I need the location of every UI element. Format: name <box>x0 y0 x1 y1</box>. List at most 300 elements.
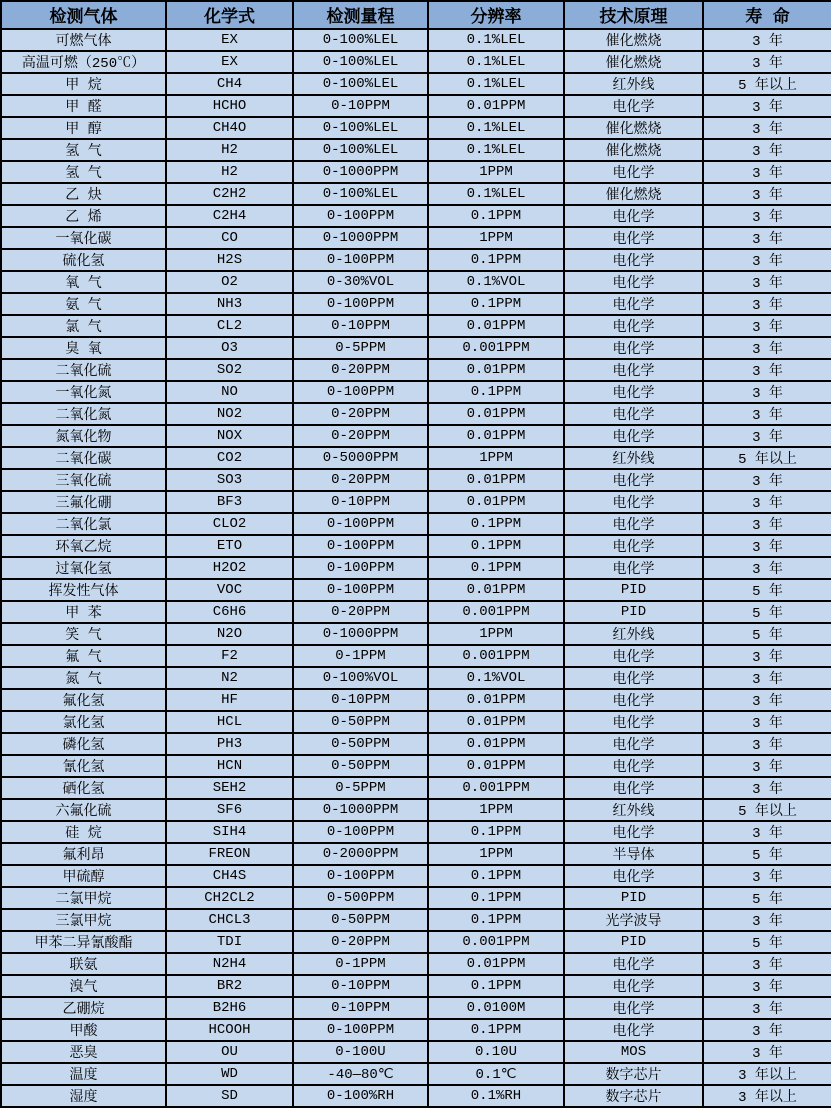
cell-resolution: 1PPM <box>428 843 564 865</box>
cell-range: 0-100PPM <box>293 535 428 557</box>
table-row <box>1 139 831 161</box>
cell-formula: SO2 <box>166 359 293 381</box>
table-row <box>1 117 831 139</box>
cell-formula: CH4S <box>166 865 293 887</box>
cell-range: 0-10PPM <box>293 95 428 117</box>
cell-range: 0-1000PPM <box>293 227 428 249</box>
cell-lifespan: 3 年 <box>703 733 831 755</box>
cell-range: 0-100PPM <box>293 1019 428 1041</box>
cell-lifespan: 3 年以上 <box>703 1063 831 1085</box>
cell-range: 0-100PPM <box>293 557 428 579</box>
cell-resolution: 0.1%RH <box>428 1085 564 1107</box>
cell-formula: H2 <box>166 161 293 183</box>
cell-principle: 红外线 <box>564 799 703 821</box>
cell-formula: H2 <box>166 139 293 161</box>
cell-principle: 电化学 <box>564 359 703 381</box>
cell-lifespan: 5 年 <box>703 601 831 623</box>
table-row <box>1 733 831 755</box>
cell-formula: C6H6 <box>166 601 293 623</box>
cell-range: 0-20PPM <box>293 601 428 623</box>
cell-gas: 三氟化硼 <box>1 491 166 513</box>
cell-gas: 可燃气体 <box>1 29 166 51</box>
cell-gas: 恶臭 <box>1 1041 166 1063</box>
cell-principle: 数字芯片 <box>564 1085 703 1107</box>
cell-resolution: 0.01PPM <box>428 315 564 337</box>
cell-resolution: 0.1%LEL <box>428 139 564 161</box>
cell-lifespan: 3 年 <box>703 953 831 975</box>
cell-range: 0-50PPM <box>293 711 428 733</box>
table-row <box>1 755 831 777</box>
cell-lifespan: 3 年 <box>703 1041 831 1063</box>
cell-range: 0-50PPM <box>293 755 428 777</box>
cell-principle: 电化学 <box>564 95 703 117</box>
cell-gas: 氢 气 <box>1 139 166 161</box>
table-row <box>1 1063 831 1085</box>
table-row <box>1 711 831 733</box>
cell-range: 0-100%VOL <box>293 667 428 689</box>
cell-principle: 催化燃烧 <box>564 139 703 161</box>
cell-gas: 氯化氢 <box>1 711 166 733</box>
cell-resolution: 0.1PPM <box>428 293 564 315</box>
cell-range: 0-1000PPM <box>293 161 428 183</box>
cell-lifespan: 5 年 <box>703 623 831 645</box>
cell-principle: 电化学 <box>564 865 703 887</box>
cell-range: 0-1000PPM <box>293 623 428 645</box>
cell-resolution: 0.1%LEL <box>428 117 564 139</box>
cell-gas: 氟化氢 <box>1 689 166 711</box>
table-row <box>1 777 831 799</box>
cell-principle: 催化燃烧 <box>564 51 703 73</box>
table-row <box>1 29 831 51</box>
cell-resolution: 0.1%LEL <box>428 51 564 73</box>
table-row <box>1 469 831 491</box>
cell-formula: TDI <box>166 931 293 953</box>
cell-range: 0-20PPM <box>293 931 428 953</box>
cell-range: 0-10PPM <box>293 997 428 1019</box>
cell-lifespan: 3 年 <box>703 227 831 249</box>
cell-resolution: 0.1PPM <box>428 865 564 887</box>
table-row <box>1 975 831 997</box>
cell-resolution: 0.001PPM <box>428 931 564 953</box>
cell-lifespan: 3 年 <box>703 95 831 117</box>
cell-principle: 电化学 <box>564 425 703 447</box>
cell-principle: 红外线 <box>564 623 703 645</box>
cell-principle: 电化学 <box>564 821 703 843</box>
cell-gas: 氮氧化物 <box>1 425 166 447</box>
table-row <box>1 1041 831 1063</box>
cell-range: -40—80℃ <box>293 1063 428 1085</box>
cell-range: 0-1PPM <box>293 953 428 975</box>
table-row <box>1 645 831 667</box>
cell-resolution: 0.1PPM <box>428 557 564 579</box>
cell-range: 0-100%LEL <box>293 73 428 95</box>
cell-formula: SIH4 <box>166 821 293 843</box>
table-row <box>1 337 831 359</box>
cell-lifespan: 3 年 <box>703 865 831 887</box>
cell-gas: 磷化氢 <box>1 733 166 755</box>
cell-gas: 温度 <box>1 1063 166 1085</box>
cell-principle: 电化学 <box>564 733 703 755</box>
cell-formula: HCN <box>166 755 293 777</box>
cell-gas: 环氧乙烷 <box>1 535 166 557</box>
cell-principle: 电化学 <box>564 1019 703 1041</box>
table-body <box>1 29 831 1107</box>
cell-gas: 甲硫醇 <box>1 865 166 887</box>
cell-principle: 电化学 <box>564 535 703 557</box>
cell-gas: 臭 氧 <box>1 337 166 359</box>
cell-principle: 电化学 <box>564 777 703 799</box>
cell-formula: ETO <box>166 535 293 557</box>
cell-principle: 电化学 <box>564 711 703 733</box>
cell-resolution: 0.01PPM <box>428 469 564 491</box>
cell-gas: 过氧化氢 <box>1 557 166 579</box>
cell-range: 0-50PPM <box>293 909 428 931</box>
cell-principle: 红外线 <box>564 447 703 469</box>
cell-gas: 湿度 <box>1 1085 166 1107</box>
cell-formula: NO <box>166 381 293 403</box>
cell-resolution: 0.1PPM <box>428 205 564 227</box>
cell-range: 0-5PPM <box>293 777 428 799</box>
cell-lifespan: 3 年 <box>703 337 831 359</box>
cell-formula: N2O <box>166 623 293 645</box>
cell-gas: 六氟化硫 <box>1 799 166 821</box>
cell-lifespan: 5 年 <box>703 579 831 601</box>
cell-principle: 电化学 <box>564 491 703 513</box>
cell-principle: 电化学 <box>564 667 703 689</box>
cell-lifespan: 3 年 <box>703 491 831 513</box>
table-row <box>1 51 831 73</box>
cell-principle: 电化学 <box>564 689 703 711</box>
cell-principle: 催化燃烧 <box>564 117 703 139</box>
cell-lifespan: 3 年以上 <box>703 1085 831 1107</box>
cell-lifespan: 3 年 <box>703 161 831 183</box>
cell-principle: 电化学 <box>564 227 703 249</box>
table-row <box>1 579 831 601</box>
cell-principle: PID <box>564 601 703 623</box>
cell-principle: 电化学 <box>564 293 703 315</box>
cell-resolution: 0.1PPM <box>428 513 564 535</box>
cell-formula: HCOOH <box>166 1019 293 1041</box>
cell-lifespan: 3 年 <box>703 667 831 689</box>
cell-formula: CLO2 <box>166 513 293 535</box>
cell-formula: CH2CL2 <box>166 887 293 909</box>
cell-resolution: 0.01PPM <box>428 425 564 447</box>
cell-gas: 三氯甲烷 <box>1 909 166 931</box>
cell-formula: VOC <box>166 579 293 601</box>
cell-lifespan: 3 年 <box>703 997 831 1019</box>
cell-principle: 催化燃烧 <box>564 29 703 51</box>
cell-lifespan: 3 年 <box>703 381 831 403</box>
table-row <box>1 95 831 117</box>
cell-resolution: 0.1%LEL <box>428 183 564 205</box>
cell-gas: 联氨 <box>1 953 166 975</box>
table-row <box>1 227 831 249</box>
table-row <box>1 205 831 227</box>
cell-formula: BR2 <box>166 975 293 997</box>
cell-lifespan: 3 年 <box>703 777 831 799</box>
cell-gas: 硒化氢 <box>1 777 166 799</box>
cell-lifespan: 3 年 <box>703 557 831 579</box>
cell-lifespan: 3 年 <box>703 293 831 315</box>
table-row <box>1 843 831 865</box>
cell-principle: 催化燃烧 <box>564 183 703 205</box>
cell-resolution: 0.01PPM <box>428 403 564 425</box>
cell-lifespan: 3 年 <box>703 183 831 205</box>
cell-formula: SEH2 <box>166 777 293 799</box>
cell-lifespan: 5 年以上 <box>703 73 831 95</box>
cell-lifespan: 3 年 <box>703 315 831 337</box>
table-row <box>1 1085 831 1107</box>
cell-gas: 甲 醇 <box>1 117 166 139</box>
cell-principle: 电化学 <box>564 403 703 425</box>
cell-gas: 挥发性气体 <box>1 579 166 601</box>
cell-resolution: 0.01PPM <box>428 953 564 975</box>
cell-formula: HCHO <box>166 95 293 117</box>
table-row <box>1 821 831 843</box>
column-header-range: 检测量程 <box>293 1 428 29</box>
cell-range: 0-100PPM <box>293 821 428 843</box>
cell-resolution: 1PPM <box>428 227 564 249</box>
cell-lifespan: 3 年 <box>703 711 831 733</box>
cell-principle: 电化学 <box>564 249 703 271</box>
cell-formula: HCL <box>166 711 293 733</box>
cell-principle: 电化学 <box>564 645 703 667</box>
cell-formula: NH3 <box>166 293 293 315</box>
table-row <box>1 315 831 337</box>
cell-range: 0-100%LEL <box>293 183 428 205</box>
cell-formula: CL2 <box>166 315 293 337</box>
cell-resolution: 0.001PPM <box>428 645 564 667</box>
cell-formula: O2 <box>166 271 293 293</box>
table-row <box>1 425 831 447</box>
cell-principle: PID <box>564 931 703 953</box>
cell-formula: CO <box>166 227 293 249</box>
table-row <box>1 161 831 183</box>
cell-lifespan: 3 年 <box>703 975 831 997</box>
table-row <box>1 887 831 909</box>
table-row <box>1 1019 831 1041</box>
cell-gas: 氧 气 <box>1 271 166 293</box>
cell-resolution: 0.1PPM <box>428 909 564 931</box>
cell-lifespan: 3 年 <box>703 139 831 161</box>
table-row <box>1 513 831 535</box>
cell-lifespan: 3 年 <box>703 1019 831 1041</box>
table-row <box>1 447 831 469</box>
cell-range: 0-100PPM <box>293 249 428 271</box>
cell-range: 0-2000PPM <box>293 843 428 865</box>
cell-range: 0-10PPM <box>293 315 428 337</box>
cell-gas: 氰化氢 <box>1 755 166 777</box>
cell-principle: MOS <box>564 1041 703 1063</box>
cell-gas: 三氧化硫 <box>1 469 166 491</box>
cell-resolution: 0.001PPM <box>428 337 564 359</box>
cell-principle: 电化学 <box>564 381 703 403</box>
cell-range: 0-20PPM <box>293 469 428 491</box>
cell-lifespan: 3 年 <box>703 205 831 227</box>
cell-gas: 氯 气 <box>1 315 166 337</box>
cell-formula: CH4 <box>166 73 293 95</box>
cell-gas: 氟 气 <box>1 645 166 667</box>
table-row <box>1 293 831 315</box>
cell-formula: PH3 <box>166 733 293 755</box>
cell-gas: 硫化氢 <box>1 249 166 271</box>
cell-gas: 乙 炔 <box>1 183 166 205</box>
cell-resolution: 1PPM <box>428 623 564 645</box>
cell-formula: CHCL3 <box>166 909 293 931</box>
cell-range: 0-100%RH <box>293 1085 428 1107</box>
cell-gas: 高温可燃（250℃） <box>1 51 166 73</box>
table-row <box>1 535 831 557</box>
cell-principle: 电化学 <box>564 513 703 535</box>
cell-resolution: 0.1PPM <box>428 535 564 557</box>
cell-formula: WD <box>166 1063 293 1085</box>
cell-range: 0-100PPM <box>293 205 428 227</box>
cell-lifespan: 3 年 <box>703 271 831 293</box>
cell-resolution: 0.1PPM <box>428 821 564 843</box>
cell-lifespan: 3 年 <box>703 821 831 843</box>
cell-principle: 电化学 <box>564 161 703 183</box>
cell-resolution: 1PPM <box>428 161 564 183</box>
cell-formula: F2 <box>166 645 293 667</box>
cell-gas: 乙硼烷 <box>1 997 166 1019</box>
cell-gas: 甲苯二异氰酸酯 <box>1 931 166 953</box>
table-row <box>1 623 831 645</box>
column-header-lifespan: 寿 命 <box>703 1 831 29</box>
cell-resolution: 0.1PPM <box>428 975 564 997</box>
cell-lifespan: 3 年 <box>703 359 831 381</box>
cell-gas: 一氧化氮 <box>1 381 166 403</box>
cell-principle: 电化学 <box>564 975 703 997</box>
column-header-resolution: 分辨率 <box>428 1 564 29</box>
cell-range: 0-100%LEL <box>293 139 428 161</box>
cell-resolution: 0.1PPM <box>428 1019 564 1041</box>
cell-resolution: 1PPM <box>428 799 564 821</box>
cell-resolution: 0.1PPM <box>428 887 564 909</box>
cell-gas: 甲 苯 <box>1 601 166 623</box>
cell-principle: 电化学 <box>564 997 703 1019</box>
cell-principle: PID <box>564 579 703 601</box>
table-row <box>1 667 831 689</box>
cell-range: 0-50PPM <box>293 733 428 755</box>
table-row <box>1 997 831 1019</box>
cell-lifespan: 5 年 <box>703 887 831 909</box>
cell-formula: OU <box>166 1041 293 1063</box>
cell-range: 0-100%LEL <box>293 117 428 139</box>
cell-range: 0-100PPM <box>293 865 428 887</box>
cell-range: 0-100%LEL <box>293 51 428 73</box>
table-row <box>1 73 831 95</box>
cell-range: 0-100PPM <box>293 381 428 403</box>
cell-principle: 半导体 <box>564 843 703 865</box>
cell-lifespan: 3 年 <box>703 535 831 557</box>
cell-gas: 硅 烷 <box>1 821 166 843</box>
cell-resolution: 0.1PPM <box>428 381 564 403</box>
cell-lifespan: 5 年 <box>703 931 831 953</box>
cell-resolution: 0.001PPM <box>428 777 564 799</box>
cell-gas: 甲酸 <box>1 1019 166 1041</box>
table-row <box>1 865 831 887</box>
cell-resolution: 0.1%VOL <box>428 271 564 293</box>
cell-gas: 氮 气 <box>1 667 166 689</box>
cell-gas: 一氧化碳 <box>1 227 166 249</box>
cell-range: 0-20PPM <box>293 403 428 425</box>
table-row <box>1 359 831 381</box>
cell-formula: HF <box>166 689 293 711</box>
cell-range: 0-30%VOL <box>293 271 428 293</box>
cell-lifespan: 3 年 <box>703 469 831 491</box>
cell-lifespan: 3 年 <box>703 513 831 535</box>
cell-range: 0-1000PPM <box>293 799 428 821</box>
cell-principle: 电化学 <box>564 469 703 491</box>
table-row <box>1 953 831 975</box>
cell-lifespan: 3 年 <box>703 909 831 931</box>
cell-formula: C2H2 <box>166 183 293 205</box>
cell-formula: H2S <box>166 249 293 271</box>
cell-resolution: 0.01PPM <box>428 733 564 755</box>
cell-gas: 氟利昂 <box>1 843 166 865</box>
table-row <box>1 491 831 513</box>
header-row <box>1 1 831 29</box>
cell-lifespan: 3 年 <box>703 755 831 777</box>
cell-gas: 二氧化氮 <box>1 403 166 425</box>
cell-gas: 溴气 <box>1 975 166 997</box>
cell-formula: BF3 <box>166 491 293 513</box>
cell-formula: CO2 <box>166 447 293 469</box>
cell-resolution: 0.01PPM <box>428 579 564 601</box>
cell-formula: SF6 <box>166 799 293 821</box>
cell-range: 0-100PPM <box>293 579 428 601</box>
cell-formula: EX <box>166 29 293 51</box>
table-row <box>1 557 831 579</box>
cell-range: 0-100PPM <box>293 293 428 315</box>
cell-gas: 甲 醛 <box>1 95 166 117</box>
cell-range: 0-100%LEL <box>293 29 428 51</box>
cell-formula: SO3 <box>166 469 293 491</box>
cell-formula: SD <box>166 1085 293 1107</box>
table-row <box>1 931 831 953</box>
cell-resolution: 0.1℃ <box>428 1063 564 1085</box>
cell-range: 0-20PPM <box>293 359 428 381</box>
cell-resolution: 0.01PPM <box>428 755 564 777</box>
cell-formula: O3 <box>166 337 293 359</box>
cell-gas: 甲 烷 <box>1 73 166 95</box>
cell-resolution: 0.001PPM <box>428 601 564 623</box>
cell-principle: 电化学 <box>564 953 703 975</box>
cell-resolution: 1PPM <box>428 447 564 469</box>
cell-lifespan: 3 年 <box>703 689 831 711</box>
cell-lifespan: 3 年 <box>703 29 831 51</box>
cell-gas: 氨 气 <box>1 293 166 315</box>
cell-lifespan: 3 年 <box>703 249 831 271</box>
cell-principle: 电化学 <box>564 315 703 337</box>
cell-range: 0-500PPM <box>293 887 428 909</box>
cell-range: 0-1PPM <box>293 645 428 667</box>
cell-lifespan: 5 年 <box>703 843 831 865</box>
cell-principle: 电化学 <box>564 205 703 227</box>
cell-resolution: 0.1%VOL <box>428 667 564 689</box>
table-row <box>1 183 831 205</box>
cell-lifespan: 5 年以上 <box>703 799 831 821</box>
table-row <box>1 689 831 711</box>
cell-formula: FREON <box>166 843 293 865</box>
cell-formula: N2 <box>166 667 293 689</box>
cell-formula: NO2 <box>166 403 293 425</box>
cell-formula: C2H4 <box>166 205 293 227</box>
cell-gas: 笑 气 <box>1 623 166 645</box>
cell-lifespan: 3 年 <box>703 645 831 667</box>
column-header-formula: 化学式 <box>166 1 293 29</box>
cell-resolution: 0.01PPM <box>428 359 564 381</box>
